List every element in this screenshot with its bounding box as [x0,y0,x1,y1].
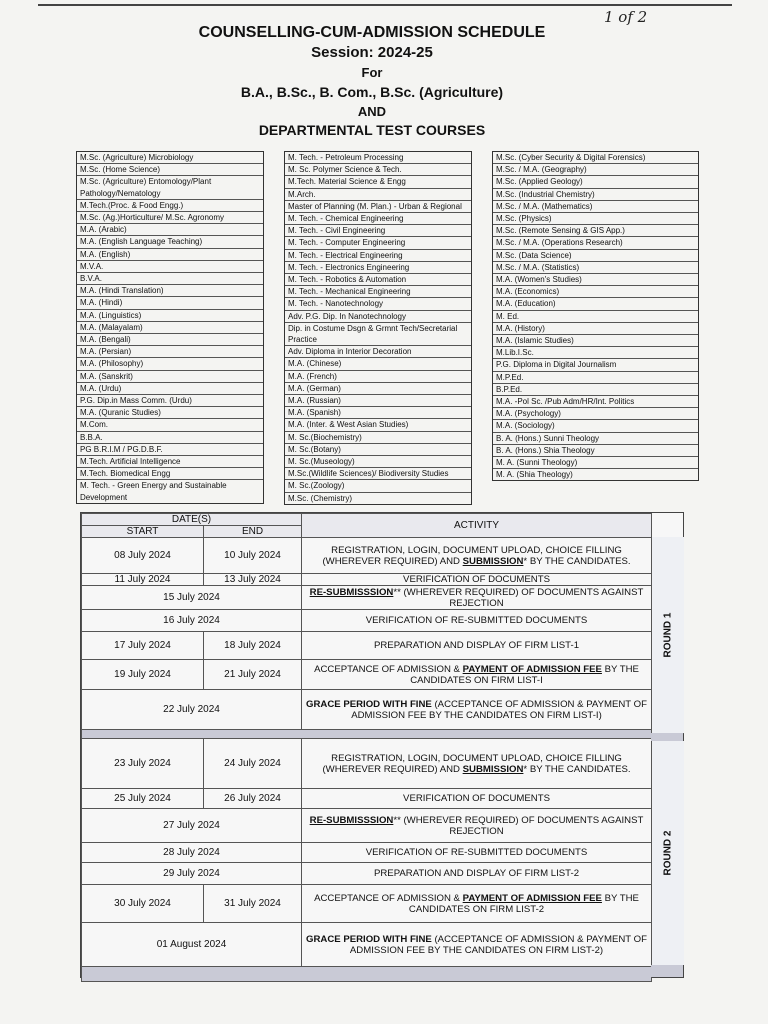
activity-emphasis: GRACE PERIOD WITH FINE [306,698,432,710]
activity-cell [302,574,652,586]
course-item: M.A. (German) [285,383,471,395]
schedule-row [82,843,652,863]
course-item: M.V.A. [77,261,263,273]
activity-underlined: PAYMENT OF ADMISSION FEE [462,892,602,904]
course-item: M. A. (Shia Theology) [496,470,573,480]
schedule-row [82,739,652,789]
course-item: M.Sc. (Cyber Security & Digital Forensics) [493,152,698,164]
course-item: M. Tech. - Computer Engineering [285,237,471,249]
course-item: M. Tech. - Green Energy and Sustainable Development [80,481,227,502]
course-item: M.Sc. (Data Science) [493,250,698,262]
course-item: M.A. (Inter. & West Asian Studies) [285,419,471,431]
course-item: M. A. (Sunni Theology) [493,457,698,469]
course-item: M.Tech. Artificial Intelligence [77,456,263,468]
activity-cell [302,586,652,610]
course-item: M.Sc. (Remote Sensing & GIS App.) [493,225,698,237]
course-item: B. A. (Hons.) Sunni Theology [493,433,698,445]
course-item: M.A. (Philosophy) [77,358,263,370]
end-date-cell: 18 July 2024 [204,632,302,660]
round-1-column [651,537,684,734]
table-footer-band [82,967,652,982]
schedule-row [82,809,652,843]
course-item: M. Tech. - Nanotechnology [285,298,471,310]
departmental-label: DEPARTMENTAL TEST COURSES [258,122,486,138]
course-item: M.Sc. / M.A. (Mathematics) [493,201,698,213]
course-item: Master of Planning (M. Plan.) - Urban & Regional [285,201,471,213]
footer-band-right [651,965,683,977]
date-cell: 29 July 2024 [82,863,302,885]
activity-underlined: SUBMISSION [462,763,524,775]
and-label: AND [357,104,387,119]
course-item: M.Sc. / M.A. (Operations Research) [493,237,698,249]
course-item: M.A. (Sociology) [493,420,698,432]
activity-cell [302,885,652,923]
activity-text: PREPARATION AND DISPLAY OF FIRM LIST-1 [373,640,580,651]
activity-cell [302,739,652,789]
activity-cell [302,923,652,967]
activity-text: VERIFICATION OF RE-SUBMITTED DOCUMENTS [365,847,588,858]
schedule-row [82,863,652,885]
activity-underlined: PAYMENT OF ADMISSION FEE [462,663,602,675]
activity-emphasis: GRACE PERIOD WITH FINE [306,933,432,945]
activity-cell [302,863,652,885]
activity-text: VERIFICATION OF DOCUMENTS [403,574,550,585]
course-item: M. Tech. - Electrical Engineering [285,250,471,262]
schedule-row [82,610,652,632]
activity-text: ACCEPTANCE OF ADMISSION & [314,892,463,904]
activity-cell [302,843,652,863]
course-item: M. Sc.(Museology) [285,456,471,468]
schedule-table [80,512,684,978]
course-item: M.A. (Economics) [493,286,698,298]
round-2-label: ROUND 2 [662,830,674,876]
end-date-cell: 31 July 2024 [204,885,302,923]
course-item: M.A. (English Language Teaching) [77,236,263,248]
schedule-row [82,923,652,967]
course-item: M. Sc.(Zoology) [285,480,471,492]
end-date-cell: 24 July 2024 [204,739,302,789]
start-date-cell: 11 July 2024 [82,574,204,586]
activity-cell [302,632,652,660]
activity-text-tail: (ACCEPTANCE OF ADMISSION & PAYMENT OF ADMISSION FEE BY THE CANDIDATES ON FIRM LIST-I) [351,698,647,721]
course-list-column-3 [492,151,699,481]
round-separator-right [651,733,683,741]
schedule-row [82,660,652,690]
course-item: P.G. Diploma in Digital Journalism [493,359,698,371]
activity-cell [302,809,652,843]
course-item: M.Tech.(Proc. & Food Engg.) [77,200,263,212]
round-1-label: ROUND 1 [662,612,674,658]
course-item: M. Tech. - Chemical Engineering [285,213,471,225]
date-cell: 27 July 2024 [82,809,302,843]
page-title: COUNSELLING-CUM-ADMISSION SCHEDULE [198,24,546,41]
schedule-row [82,690,652,730]
schedule-row [82,586,652,610]
activity-text-tail: * BY THE CANDIDATES. [523,763,631,775]
course-item: M.Tech. Biomedical Engg [77,468,263,480]
activity-text-tail: * BY THE CANDIDATES. [523,555,631,567]
course-item: M. Tech. - Petroleum Processing [285,152,471,164]
course-item: M.Com. [77,419,263,431]
course-item: M.Sc. / M.A. (Statistics) [493,262,698,274]
activity-text: PREPARATION AND DISPLAY OF FIRM LIST-2 [373,868,580,879]
course-item: B.V.A. [77,273,263,285]
dates-header: DATE(S) [82,514,302,526]
course-item: M.Sc. (Physics) [493,213,698,225]
course-item: M.A. (Quranic Studies) [77,407,263,419]
course-item: Dip. in Costume Dsgn & Grmnt Tech/Secretarial Practice [285,323,471,346]
course-item: M. Sc.(Botany) [285,444,471,456]
date-cell: 22 July 2024 [82,690,302,730]
date-cell: 01 August 2024 [82,923,302,967]
activity-text-tail: BY THE CANDIDATES ON FIRM LIST-I [410,663,639,686]
date-cell: 15 July 2024 [82,586,302,610]
course-item: M.A. (Spanish) [285,407,471,419]
start-header: START [82,526,204,538]
course-item: M. Sc.(Biochemistry) [285,432,471,444]
course-item: M.A. (Psychology) [493,408,698,420]
activity-text: VERIFICATION OF RE-SUBMITTED DOCUMENTS [365,615,588,626]
activity-cell [302,789,652,809]
course-item: M.Sc. / M.A. (Geography) [493,164,698,176]
course-item: M.A. (Islamic Studies) [493,335,698,347]
course-item: M.A. (Sanskrit) [77,371,263,383]
course-item: M.A. (Linguistics) [77,310,263,322]
course-item: M.Sc. (Applied Geology) [493,176,698,188]
course-item: M.A. (English) [77,249,263,261]
end-date-cell: 21 July 2024 [204,660,302,690]
schedule-row [82,574,652,586]
schedule-row [82,885,652,923]
activity-text-tail: ** (WHEREVER REQUIRED) OF DOCUMENTS AGAINST REJECTION [393,586,644,609]
activity-text-tail: (ACCEPTANCE OF ADMISSION & PAYMENT OF ADMISSION FEE BY THE CANDIDATES ON FIRM LIST-2) [349,933,647,956]
course-item: M. Ed. [493,311,698,323]
schedule-row [82,538,652,574]
programs-label: B.A., B.Sc., B. Com., B.Sc. (Agriculture) [240,84,504,100]
course-item: M.A. (History) [493,323,698,335]
activity-underlined: RE-SUBMISSSION [309,814,394,826]
end-header: END [204,526,302,538]
course-item: M.A. (French) [285,371,471,383]
activity-cell [302,538,652,574]
activity-cell [302,610,652,632]
course-item: M.Lib.I.Sc. [493,347,698,359]
round-separator [82,730,652,739]
course-list-column-2 [284,151,472,505]
course-item: Adv. Diploma in Interior Decoration [285,346,471,358]
page-top-rule [38,4,732,6]
course-item: M.Sc. (Agriculture) Entomology/Plant Pathology/Nematology [77,176,263,199]
end-date-cell: 26 July 2024 [204,789,302,809]
activity-text-tail: BY THE CANDIDATES ON FIRM LIST-2 [408,892,639,915]
course-item: PG B.R.I.M / PG.D.B.F. [77,444,263,456]
course-item: M.A. (Russian) [285,395,471,407]
course-item: M. Tech. - Civil Engineering [285,225,471,237]
start-date-cell: 25 July 2024 [82,789,204,809]
activity-text: ACCEPTANCE OF ADMISSION & [314,663,463,675]
course-item: M.A. (Persian) [77,346,263,358]
course-item: M.Tech. Material Science & Engg [285,176,471,188]
course-item: M.Sc. (Ag.)Horticulture/ M.Sc. Agronomy [77,212,263,224]
end-date-cell: 13 July 2024 [204,574,302,586]
date-cell: 28 July 2024 [82,843,302,863]
course-item: M.A. (Hindi) [77,297,263,309]
for-label: For [361,65,383,80]
end-date-cell: 10 July 2024 [204,538,302,574]
course-item: M. Tech. - Mechanical Engineering [285,286,471,298]
course-item: M.A. (Arabic) [77,224,263,236]
course-item: M.Sc. (Chemistry) [288,493,352,503]
course-list-column-1 [76,151,264,504]
course-item: P.G. Dip.in Mass Comm. (Urdu) [77,395,263,407]
course-item: M. Sc. Polymer Science & Tech. [285,164,471,176]
course-item: M.A. (Chinese) [285,358,471,370]
activity-text: VERIFICATION OF DOCUMENTS [403,793,550,804]
course-item: B.P.Ed. [493,384,698,396]
course-item: B. A. (Hons.) Shia Theology [493,445,698,457]
activity-cell [302,690,652,730]
activity-header: ACTIVITY [302,514,652,538]
activity-cell [302,660,652,690]
course-item: M.A. (Urdu) [77,383,263,395]
start-date-cell: 23 July 2024 [82,739,204,789]
course-item: M.Sc. (Agriculture) Microbiology [77,152,263,164]
schedule-row [82,632,652,660]
start-date-cell: 17 July 2024 [82,632,204,660]
course-item: M.Sc. (Home Science) [77,164,263,176]
activity-underlined: SUBMISSION [462,555,524,567]
course-item: Adv. P.G. Dip. In Nanotechnology [285,311,471,323]
date-cell: 16 July 2024 [82,610,302,632]
course-item: M.A. (Education) [493,298,698,310]
page-number-note: 1 of 2 [604,8,648,26]
activity-text: REGISTRATION, LOGIN, DOCUMENT UPLOAD, CHOICE FILLING (WHEREVER REQUIRED) AND [322,544,622,567]
course-item: M.Sc. (Industrial Chemistry) [493,189,698,201]
round-2-column [651,741,684,965]
course-item: M.A. (Women's Studies) [493,274,698,286]
start-date-cell: 19 July 2024 [82,660,204,690]
start-date-cell: 08 July 2024 [82,538,204,574]
course-item: M.P.Ed. [493,372,698,384]
activity-underlined: RE-SUBMISSSION [309,586,394,598]
course-item: M.A. (Bengali) [77,334,263,346]
activity-text-tail: ** (WHEREVER REQUIRED) OF DOCUMENTS AGAINST REJECTION [393,814,644,837]
course-item: M.Sc.(Wildlife Sciences)/ Biodiversity Studies [285,468,471,480]
activity-text: REGISTRATION, LOGIN, DOCUMENT UPLOAD, CHOICE FILLING (WHEREVER REQUIRED) AND [322,752,622,775]
course-item: M.Arch. [285,189,471,201]
course-item: M.A. (Malayalam) [77,322,263,334]
course-item: M.A. -Pol Sc. /Pub Adm/HR/Int. Politics [493,396,698,408]
session-label: Session: 2024-25 [311,44,433,61]
course-item: B.B.A. [77,432,263,444]
course-item: M. Tech. - Robotics & Automation [285,274,471,286]
course-item: M.A. (Hindi Translation) [77,285,263,297]
schedule-row [82,789,652,809]
start-date-cell: 30 July 2024 [82,885,204,923]
course-item: M. Tech. - Electronics Engineering [285,262,471,274]
